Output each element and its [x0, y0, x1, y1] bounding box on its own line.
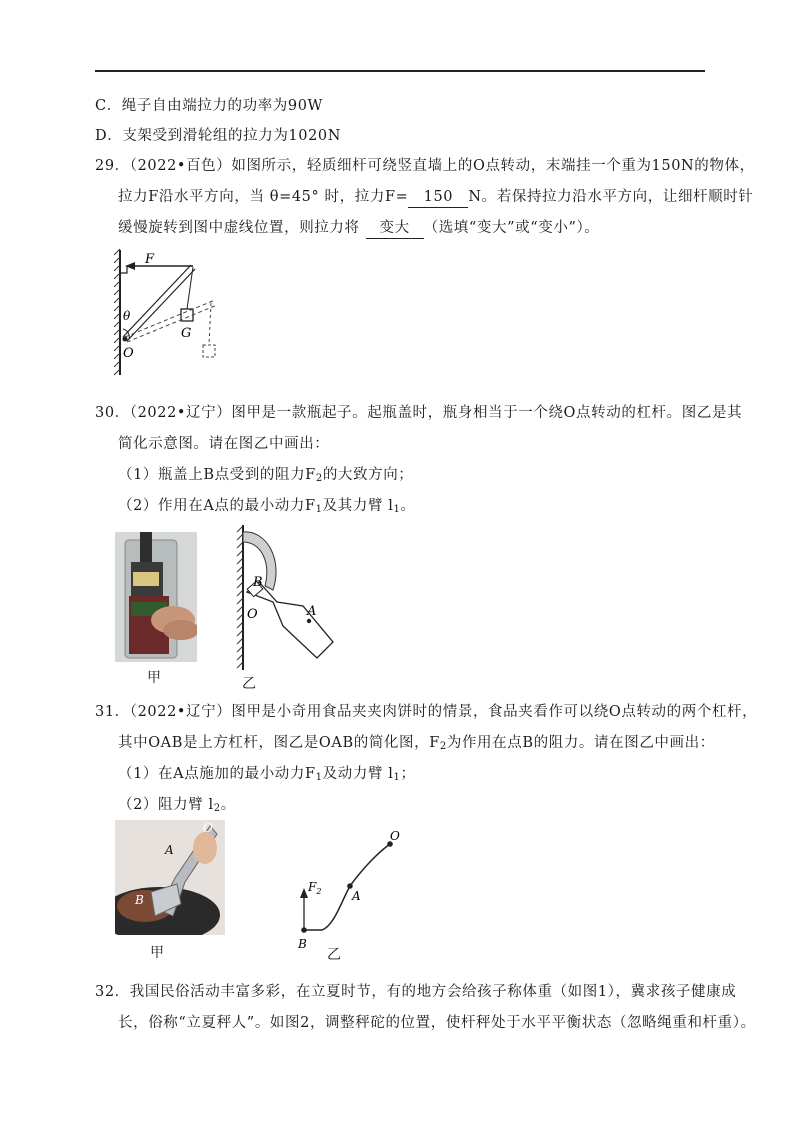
q30-item1-sub: 2	[315, 473, 323, 484]
q31-line2-pre: 其中OAB是上方杠杆，图乙是OAB的简化图，F	[118, 735, 440, 751]
q31-item1-post: ；	[400, 766, 416, 782]
q31-item2	[118, 795, 236, 819]
q29-line3	[118, 218, 599, 239]
q31-line2-sub: 2	[439, 741, 447, 752]
q29-line1: 29．（2022•百色）如图所示，轻质细杆可绕竖直墙上的O点转动，末端挂一个重为150N的物体，	[95, 158, 755, 174]
label-o: O	[390, 829, 400, 843]
point-b	[301, 927, 307, 933]
q30-item2-pre: （2）作用在A点的最小动力F	[118, 498, 316, 514]
label-theta: θ	[123, 309, 131, 323]
q29-answer-change: 变大	[366, 218, 424, 239]
string-dashed	[209, 303, 211, 345]
photo-label-b: B	[135, 893, 144, 907]
option-d: D．支架受到滑轮组的拉力为1020N	[95, 128, 342, 144]
label-f: F	[145, 252, 155, 267]
pivot-o	[123, 337, 128, 342]
q31-item2-pre: （2）阻力臂 l	[118, 797, 214, 813]
q31-line2	[118, 733, 715, 757]
q30-caption-b: 乙	[242, 676, 256, 692]
q31-item1-mid: 及动力臂 l	[322, 766, 394, 782]
q30-item1	[118, 465, 413, 489]
q31-item1-pre: （1）在A点施加的最小动力F	[118, 766, 316, 782]
q31-item1-sub2: 1	[393, 772, 401, 783]
force-f2-arrowhead	[300, 888, 308, 898]
q30-item2-mid: 及其力臂 l	[322, 498, 394, 514]
q29-line3-post: （选填“变大”或“变小”）。	[423, 220, 600, 236]
hanging-string	[187, 267, 193, 309]
q31-item2-sub: 2	[213, 803, 221, 814]
q30-item1-post: 的大致方向；	[322, 467, 414, 483]
q29-line3-pre: 缓慢旋转到图中虚线位置，则拉力将	[118, 220, 360, 236]
option-c: C．绳子自由端拉力的功率为90W	[95, 98, 324, 114]
q31-photo-food-tongs	[115, 820, 225, 935]
q31-caption-a: 甲	[150, 945, 164, 961]
q30-line1: 30．（2022•辽宁）图甲是一款瓶起子。起瓶盖时，瓶身相当于一个绕O点转动的杠杆。图乙是其	[95, 405, 743, 421]
q29-line2	[118, 187, 753, 208]
q31-item1	[118, 764, 416, 788]
weight-dashed	[203, 345, 215, 357]
q30-item2	[118, 496, 416, 520]
lever-dashed-b	[127, 305, 217, 342]
point-a	[307, 619, 311, 623]
q29-lever-diagram	[105, 245, 245, 385]
label-f2	[307, 880, 321, 896]
q29-answer-force: 150	[408, 187, 468, 208]
q29-line2-post: N。若保持拉力沿水平方向，让细杆顺时针	[468, 189, 754, 205]
q31-caption-b: 乙	[327, 947, 341, 963]
q31-tongs-diagram	[290, 828, 420, 958]
q31-item1-sub: 1	[315, 772, 323, 783]
lever-dashed-a	[125, 300, 215, 337]
label-f2-sub: 2	[316, 887, 322, 896]
q30-photo-bottle-opener	[115, 532, 197, 662]
weight-box	[181, 309, 193, 321]
q31-photo-illustration	[115, 820, 225, 935]
label-o: O	[123, 346, 134, 361]
q31-line1: 31．（2022•辽宁）图甲是小奇用食品夹夹肉饼时的情景，食品夹看作可以绕O点转动的两个杠杆，	[95, 704, 758, 720]
label-b: B	[298, 937, 307, 951]
label-g: G	[181, 326, 192, 341]
q30-item1-pre: （1）瓶盖上B点受到的阻力F	[118, 467, 316, 483]
label-o: O	[247, 607, 258, 622]
q32-line1: 32．我国民俗活动丰富多彩，在立夏时节，有的地方会给孩子称体重（如图1），冀求孩子健康成	[95, 984, 737, 1000]
q30-item2-post: 。	[400, 498, 416, 514]
q30-opener-diagram	[225, 520, 345, 680]
q32-line2: 长，俗称“立夏秤人”。如图2，调整秤砣的位置，使杆秤处于水平平衡状态（忽略绳重和杆重）。	[118, 1015, 756, 1031]
q29-line2-pre: 拉力F沿水平方向，当 θ=45° 时，拉力F=	[118, 189, 409, 205]
header-rule	[95, 70, 705, 72]
q31-line2-post: 为作用在点B的阻力。请在图乙中画出：	[446, 735, 715, 751]
label-b: B	[253, 575, 263, 590]
photo-label-a: A	[165, 843, 174, 857]
q31-item2-post: 。	[220, 797, 236, 813]
point-a	[347, 883, 353, 889]
q30-item2-sub2: 1	[393, 504, 401, 515]
right-angle-mark	[120, 266, 127, 273]
label-a: A	[307, 604, 317, 619]
bottle-outline	[247, 582, 333, 658]
q30-item2-sub: 1	[315, 504, 323, 515]
label-f2-main: F	[308, 880, 317, 894]
q30-photo-illustration	[115, 532, 197, 662]
photo-label-o: O	[203, 821, 213, 835]
label-a: A	[352, 889, 361, 903]
q30-caption-a: 甲	[147, 670, 161, 686]
q30-line2: 简化示意图。请在图乙中画出：	[118, 436, 330, 452]
